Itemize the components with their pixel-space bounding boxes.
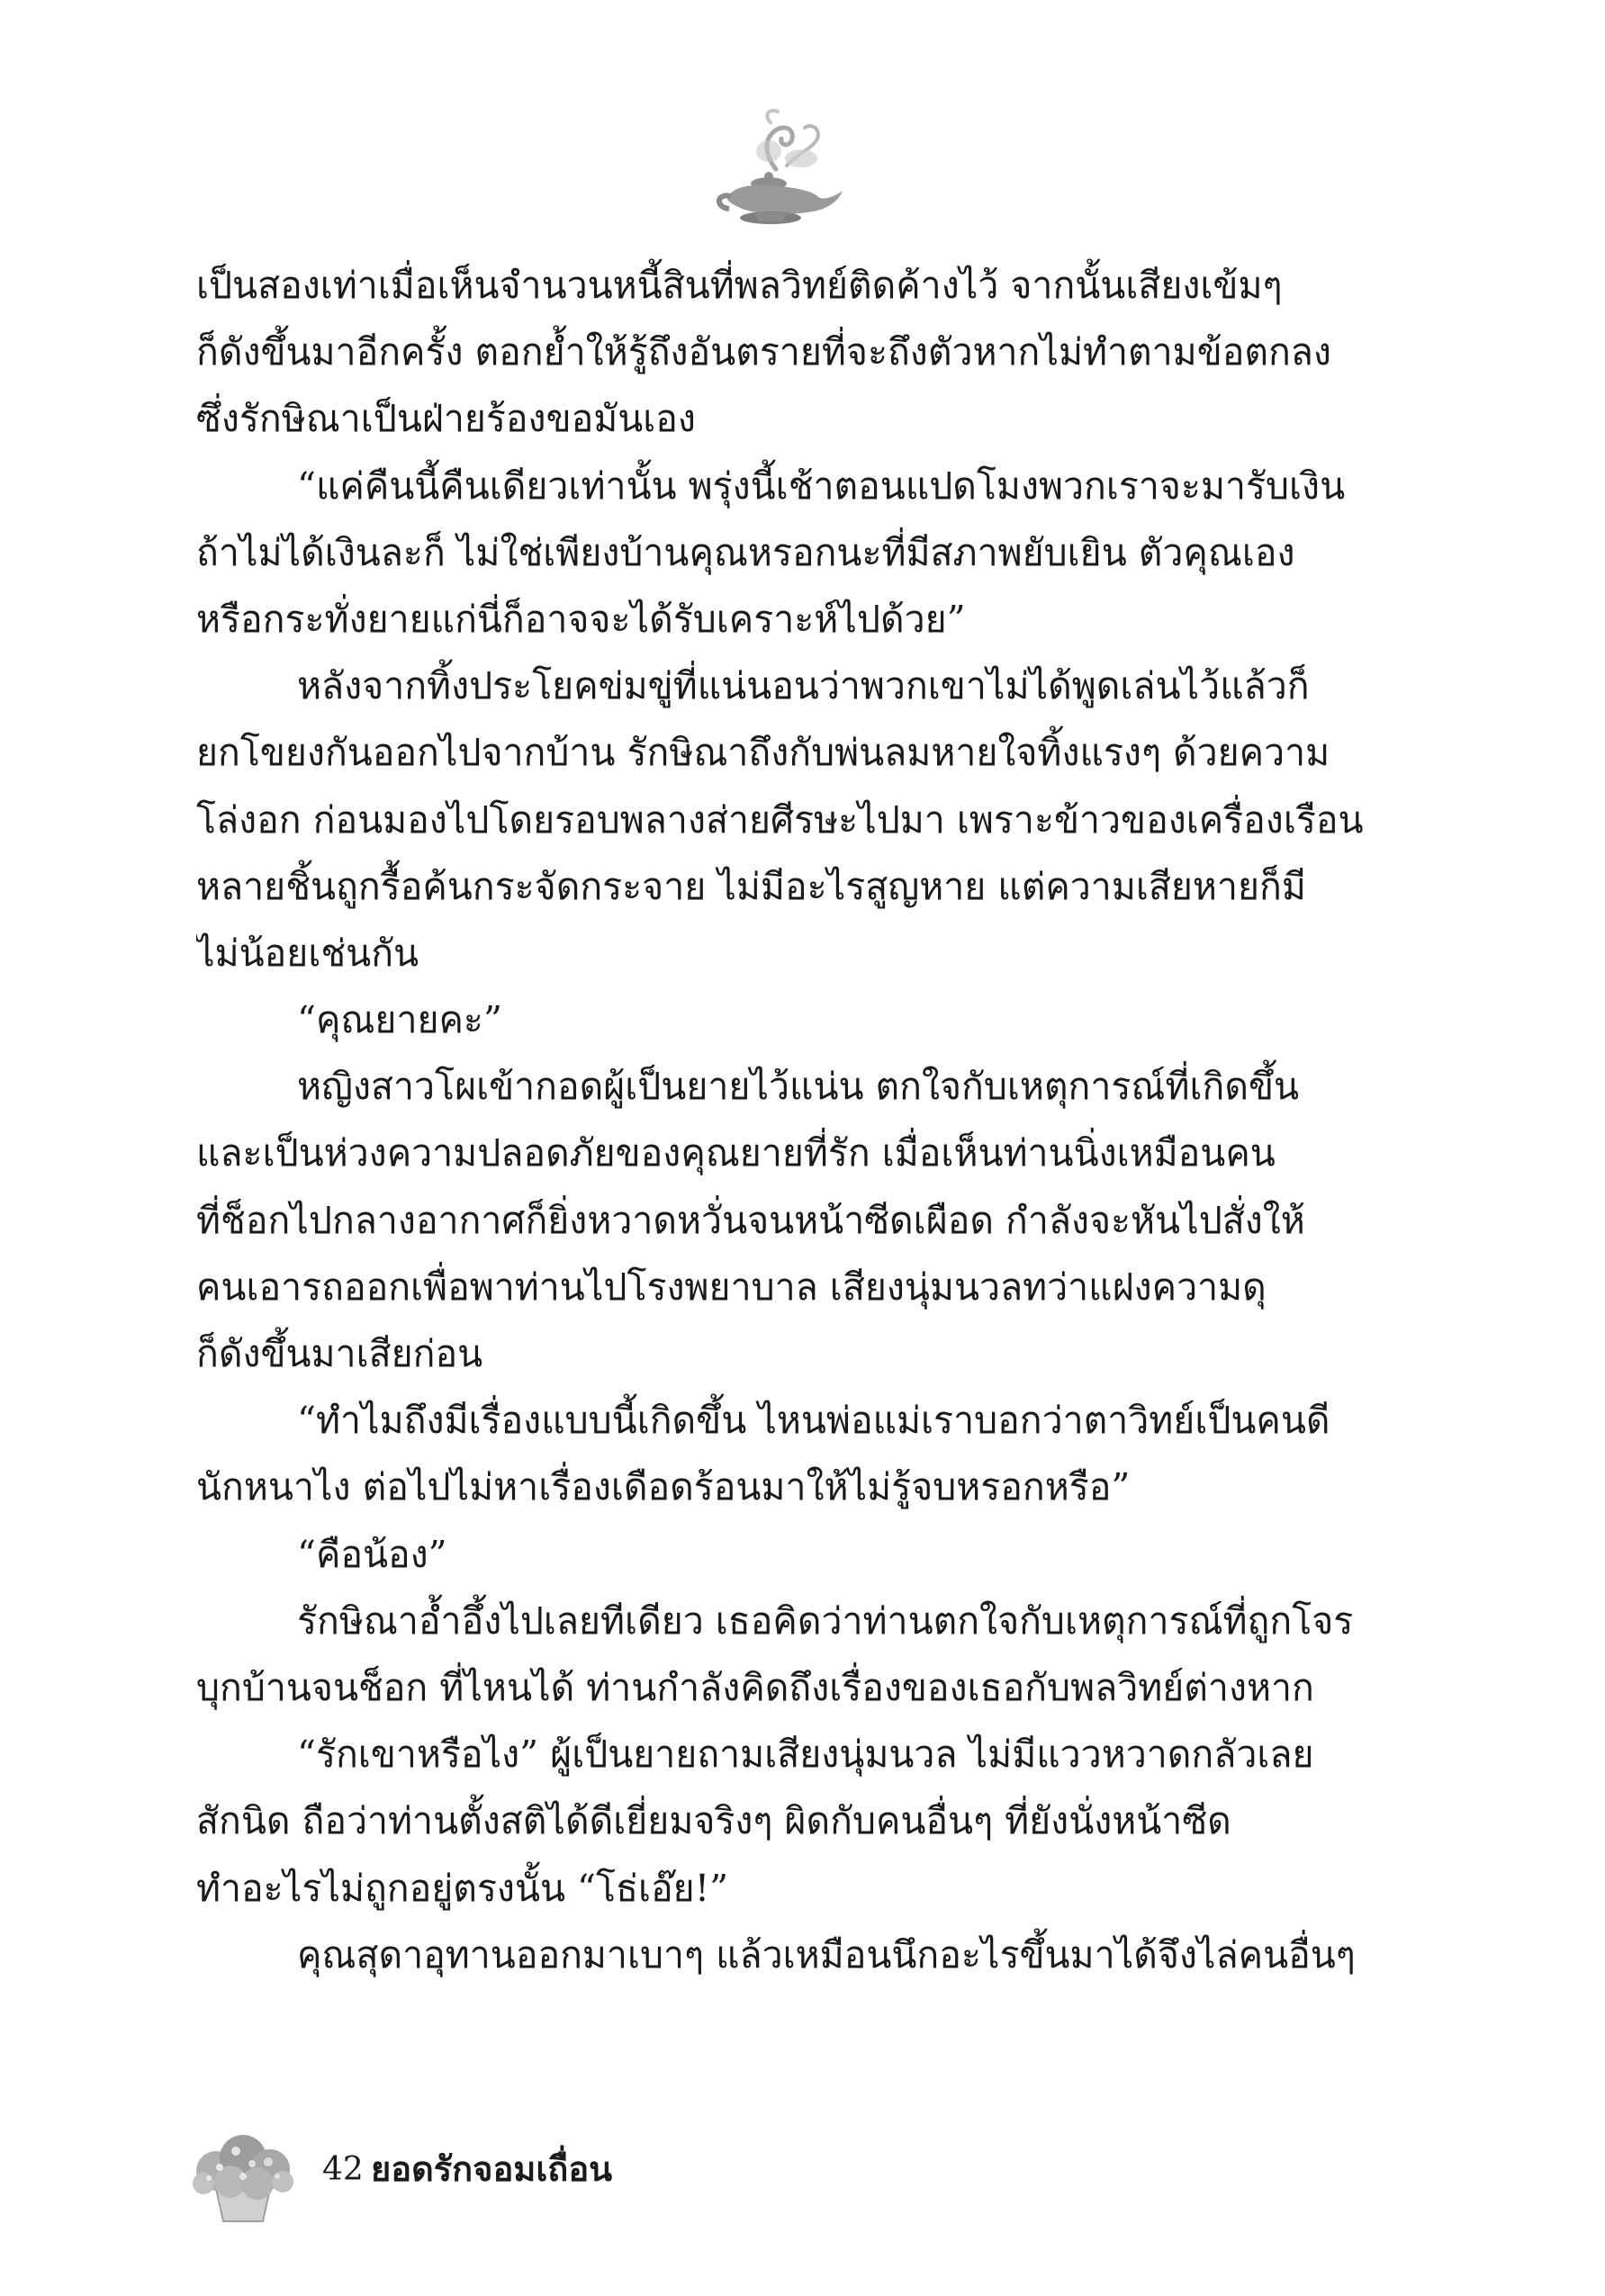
text-line: หลังจากทิ้งประโยคข่มขู่ที่แน่นอนว่าพวกเขาไม่ได้พูดเล่นไว้แล้วก็ — [297, 664, 1310, 708]
text-line: โล่งอก ก่อนมองไปโดยรอบพลางส่ายศีรษะไปมา เพราะข้าวของเครื่องเรือน — [196, 797, 1364, 842]
text-line: ไม่น้อยเช่นกัน — [196, 931, 419, 975]
page-number: 42 — [322, 2151, 364, 2188]
text-line: หญิงสาวโผเข้ากอดผู้เป็นยายไว้แน่น ตกใจกับเหตุการณ์ที่เกิดขึ้น — [297, 1065, 1300, 1109]
text-line: ก็ดังขึ้นมาอีกครั้ง ตอกย้ำให้รู้ถึงอันตรายที่จะถึงตัวหากไม่ทำตามข้อตกลง — [196, 330, 1331, 374]
text-line: “คือน้อง” — [297, 1532, 447, 1576]
text-line: หลายชิ้นถูกรื้อค้นกระจัดกระจาย ไม่มีอะไรสูญหาย แต่ความเสียหายก็มี — [196, 864, 1306, 908]
text-line: “แค่คืนนี้คืนเดียวเท่านั้น พรุ่งนี้เช้าตอนแปดโมงพวกเราจะมารับเงิน — [297, 464, 1346, 508]
flower-pot-icon — [189, 2124, 297, 2223]
text-line: ยกโขยงกันออกไปจากบ้าน รักษิณาถึงกับพ่นลมหายใจทิ้งแรงๆ ด้วยความ — [196, 731, 1330, 775]
text-line: เป็นสองเท่าเมื่อเห็นจำนวนหนี้สินที่พลวิทย์ติดค้างไว้ จากนั้นเสียงเข้มๆ — [196, 264, 1283, 307]
text-line: ก็ดังขึ้นมาเสียก่อน — [196, 1332, 483, 1375]
text-line: “ทำไมถึงมีเรื่องแบบนี้เกิดขึ้น ไหนพ่อแม่เราบอกว่าตาวิทย์เป็นคนดี — [297, 1399, 1330, 1443]
text-line: สักนิด ถือว่าท่านตั้งสติได้ดีเยี่ยมจริงๆ ผิดกับคนอื่นๆ ที่ยังนั่งหน้าซีด — [196, 1799, 1231, 1843]
text-line: “คุณยายคะ” — [297, 998, 502, 1042]
text-line: ทำอะไรไม่ถูกอยู่ตรงนั้น “โธ่เอ๊ย!” — [196, 1866, 729, 1910]
text-line: รักษิณาอ้ำอึ้งไปเลยทีเดียว เธอคิดว่าท่านตกใจกับเหตุการณ์ที่ถูกโจร — [297, 1598, 1354, 1643]
text-line: “รักเขาหรือไง” ผู้เป็นยายถามเสียงนุ่มนวล ไม่มีแววหวาดกลัวเลย — [297, 1733, 1314, 1777]
text-line: ที่ช็อกไปกลางอากาศก็ยิ่งหวาดหวั่นจนหน้าซีดเผือด กำลังจะหันไปสั่งให้ — [196, 1198, 1305, 1242]
text-line: หรือกระทั่งยายแก่นี่ก็อาจจะได้รับเคราะห์ไปด้วย” — [196, 597, 966, 641]
text-line: ถ้าไม่ได้เงินละก็ ไม่ใช่เพียงบ้านคุณหรอกนะที่มีสภาพยับเยิน ตัวคุณเอง — [196, 530, 1295, 574]
magic-lamp-icon — [711, 106, 846, 232]
text-line: คุณสุดาอุทานออกมาเบาๆ แล้วเหมือนนึกอะไรขึ้นมาได้จึงไล่คนอื่นๆ — [297, 1932, 1356, 1976]
text-line: คนเอารถออกเพื่อพาท่านไปโรงพยาบาล เสียงนุ่มนวลทว่าแฝงความดุ — [196, 1265, 1267, 1309]
text-line: และเป็นห่วงความปลอดภัยของคุณยายที่รัก เมื่อเห็นท่านนิ่งเหมือนคน — [196, 1131, 1276, 1175]
body-text — [196, 252, 1366, 2097]
text-line: ซึ่งรักษิณาเป็นฝ่ายร้องขอมันเอง — [196, 397, 696, 441]
book-title: ยอดรักจอมเถื่อน — [371, 2149, 613, 2189]
page-footer — [189, 2124, 729, 2223]
text-line: นักหนาไง ต่อไปไม่หาเรื่องเดือดร้อนมาให้ไม่รู้จบหรอกหรือ” — [196, 1465, 1131, 1509]
text-line: บุกบ้านจนช็อก ที่ไหนได้ ท่านกำลังคิดถึงเรื่องของเธอกับพลวิทย์ต่างหาก — [196, 1665, 1314, 1709]
